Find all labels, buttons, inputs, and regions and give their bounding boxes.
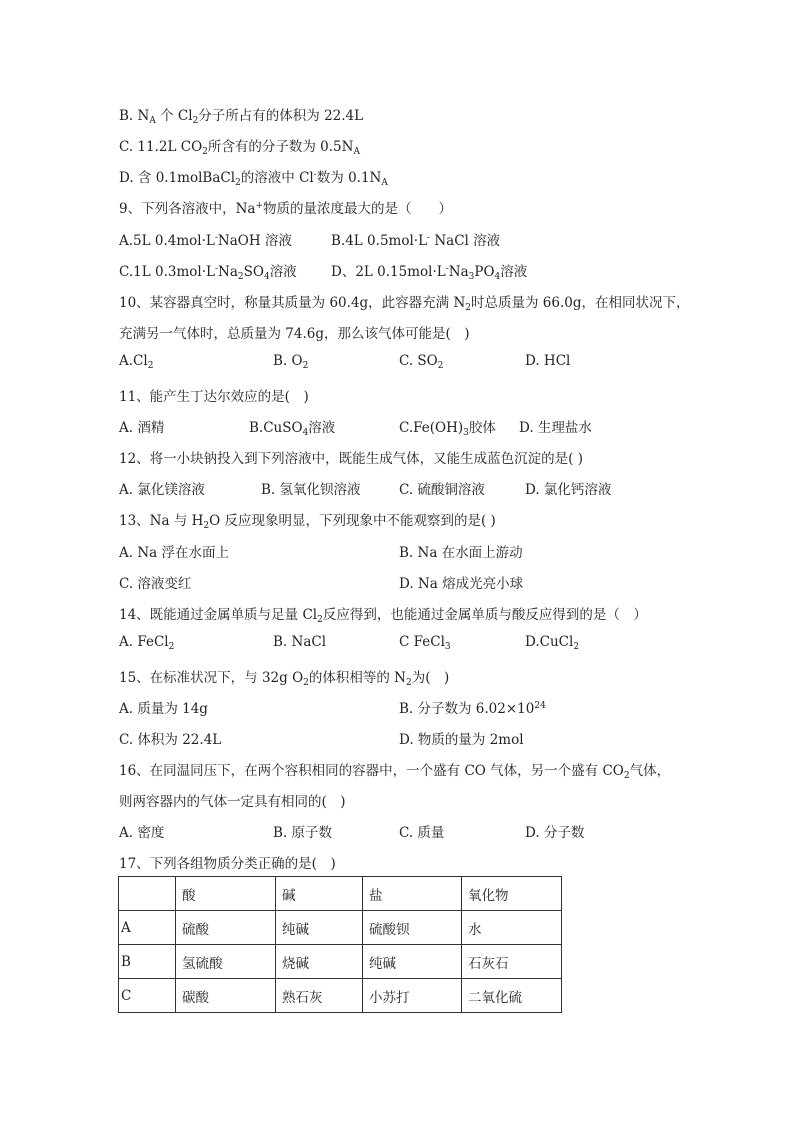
- table-cell: 烧碱: [276, 945, 363, 979]
- q10-option-c: C. $SO_2$: [399, 353, 444, 371]
- q8-option-b: B. $N_A$ 个 $Cl_2$分子所占有的体积为 22.4L: [119, 108, 364, 126]
- q11-option-d: D. 生理盐水: [519, 420, 592, 436]
- table-cell: 水: [462, 911, 562, 945]
- q12-option-a: A. 氯化镁溶液: [119, 482, 205, 498]
- table-header-cell: 盐: [363, 877, 462, 911]
- q15-stem: 15、在标准状况下，与 32g $O_2$的体积相等的 $N_2$为( ): [119, 670, 450, 688]
- q13-option-c: C. 溶液变红: [119, 576, 192, 592]
- table-cell: B: [119, 945, 176, 979]
- table-cell: 硫酸: [176, 911, 276, 945]
- table-header-cell: 酸: [176, 877, 276, 911]
- q14-option-b: B. NaCl: [273, 634, 327, 650]
- q11-option-b: B.CuSO$_4$溶液: [249, 420, 336, 438]
- q10-option-a: $A.Cl_2$: [119, 353, 154, 371]
- q15-option-d: D. 物质的量为 2mol: [399, 732, 524, 748]
- q13-option-b: B. Na 在水面上游动: [399, 545, 523, 561]
- q9-option-b: B.4L 0.5mol·L- NaCl 溶液: [331, 233, 501, 249]
- q16-stem-line2: 则两容器内的气体一定具有相同的( ): [119, 794, 346, 810]
- table-row: [119, 911, 562, 945]
- q16-option-b: B. 原子数: [273, 825, 333, 841]
- table-header-cell: [119, 877, 176, 911]
- q10-option-d: D. HCl: [525, 353, 571, 369]
- table-cell: 石灰石: [462, 945, 562, 979]
- table-cell: 纯碱: [276, 911, 363, 945]
- table-cell: C: [119, 979, 176, 1013]
- q12-option-b: B. 氢氧化钡溶液: [261, 482, 361, 498]
- q14-stem: 14、既能通过金属单质与足量 $Cl_2$反应得到，也能通过金属单质与酸反应得到的是（ ）: [119, 607, 647, 625]
- q8-option-c: C. 11.2L $CO_2$所含有的分子数为 $0.5N_A$: [119, 139, 360, 157]
- q14-option-a: A. FeCl$_2$: [119, 634, 175, 652]
- q12-option-c: C. 硫酸铜溶液: [399, 482, 485, 498]
- q16-stem-line1: 16、在同温同压下，在两个容积相同的容器中，一个盛有 CO 气体，另一个盛有 $CO_2$气体，: [119, 763, 671, 781]
- q14-option-d: D.CuCl$_2$: [525, 634, 580, 652]
- q16-option-a: A. 密度: [119, 825, 165, 841]
- q11-stem: 11、能产生丁达尔效应的是( ): [119, 389, 309, 405]
- table-cell: 硫酸钡: [363, 911, 462, 945]
- table-header-cell: 碱: [276, 877, 363, 911]
- table-cell: A: [119, 911, 176, 945]
- q11-option-c: $C.Fe(OH)_3$胶体: [399, 420, 496, 438]
- q13-option-a: A. Na 浮在水面上: [119, 545, 229, 561]
- q16-option-c: C. 质量: [399, 825, 445, 841]
- table-header-row: [119, 877, 562, 911]
- table-cell: 氢硫酸: [176, 945, 276, 979]
- q10-option-b: B. $O_2$: [273, 353, 309, 371]
- q10-stem-line1: 10、某容器真空时，称量其质量为 60.4g，此容器充满 $N_2$时总质量为 66.0g，在相同状况下，: [119, 295, 690, 313]
- q17-stem: 17、下列各组物质分类正确的是( ): [119, 856, 336, 872]
- q9-option-a: A.5L 0.4mol·L-NaOH 溶液: [119, 233, 292, 249]
- table-cell: 纯碱: [363, 945, 462, 979]
- table-cell: 小苏打: [363, 979, 462, 1013]
- table-cell: 二氧化硫: [462, 979, 562, 1013]
- table-row: [119, 979, 562, 1013]
- q14-option-c: C FeCl$_3$: [399, 634, 451, 652]
- q16-option-d: D. 分子数: [525, 825, 585, 841]
- table-header-cell: 氧化物: [462, 877, 562, 911]
- q13-stem: 13、Na 与 $H_2O$ 反应现象明显，下列现象中不能观察到的是( ): [119, 513, 496, 531]
- table-cell: 熟石灰: [276, 979, 363, 1013]
- q9-stem: 9、下列各溶液中，Na+物质的量浓度最大的是（ ）: [119, 201, 452, 217]
- q11-option-a: A. 酒精: [119, 420, 165, 436]
- table-row: [119, 945, 562, 979]
- q15-option-a: A. 质量为 14g: [119, 701, 208, 717]
- q9-option-d: D、2L $0.15mol\cdot L^-Na_3PO_4$溶液: [331, 264, 528, 282]
- classification-table: [118, 876, 562, 1013]
- q8-option-d: D. 含 0.1molBaCl$_2$的溶液中 Cl-数为 $0.1N_A$: [119, 170, 388, 188]
- q12-option-d: D. 氯化钙溶液: [525, 482, 612, 498]
- q10-stem-line2: 充满另一气体时，总质量为 74.6g，那么该气体可能是( ): [119, 326, 470, 342]
- q12-stem: 12、将一小块钠投入到下列溶液中，既能生成气体，又能生成蓝色沉淀的是( ): [119, 451, 584, 467]
- q13-option-d: D. Na 熔成光亮小球: [399, 576, 524, 592]
- q15-option-b: B. 分子数为 $6.02\times 10^{24}$: [399, 701, 546, 717]
- q9-option-c: C.1L $0.3mol\cdot L^-Na_2SO_4$溶液: [119, 264, 297, 282]
- table-cell: 碳酸: [176, 979, 276, 1013]
- q15-option-c: C. 体积为 22.4L: [119, 732, 222, 748]
